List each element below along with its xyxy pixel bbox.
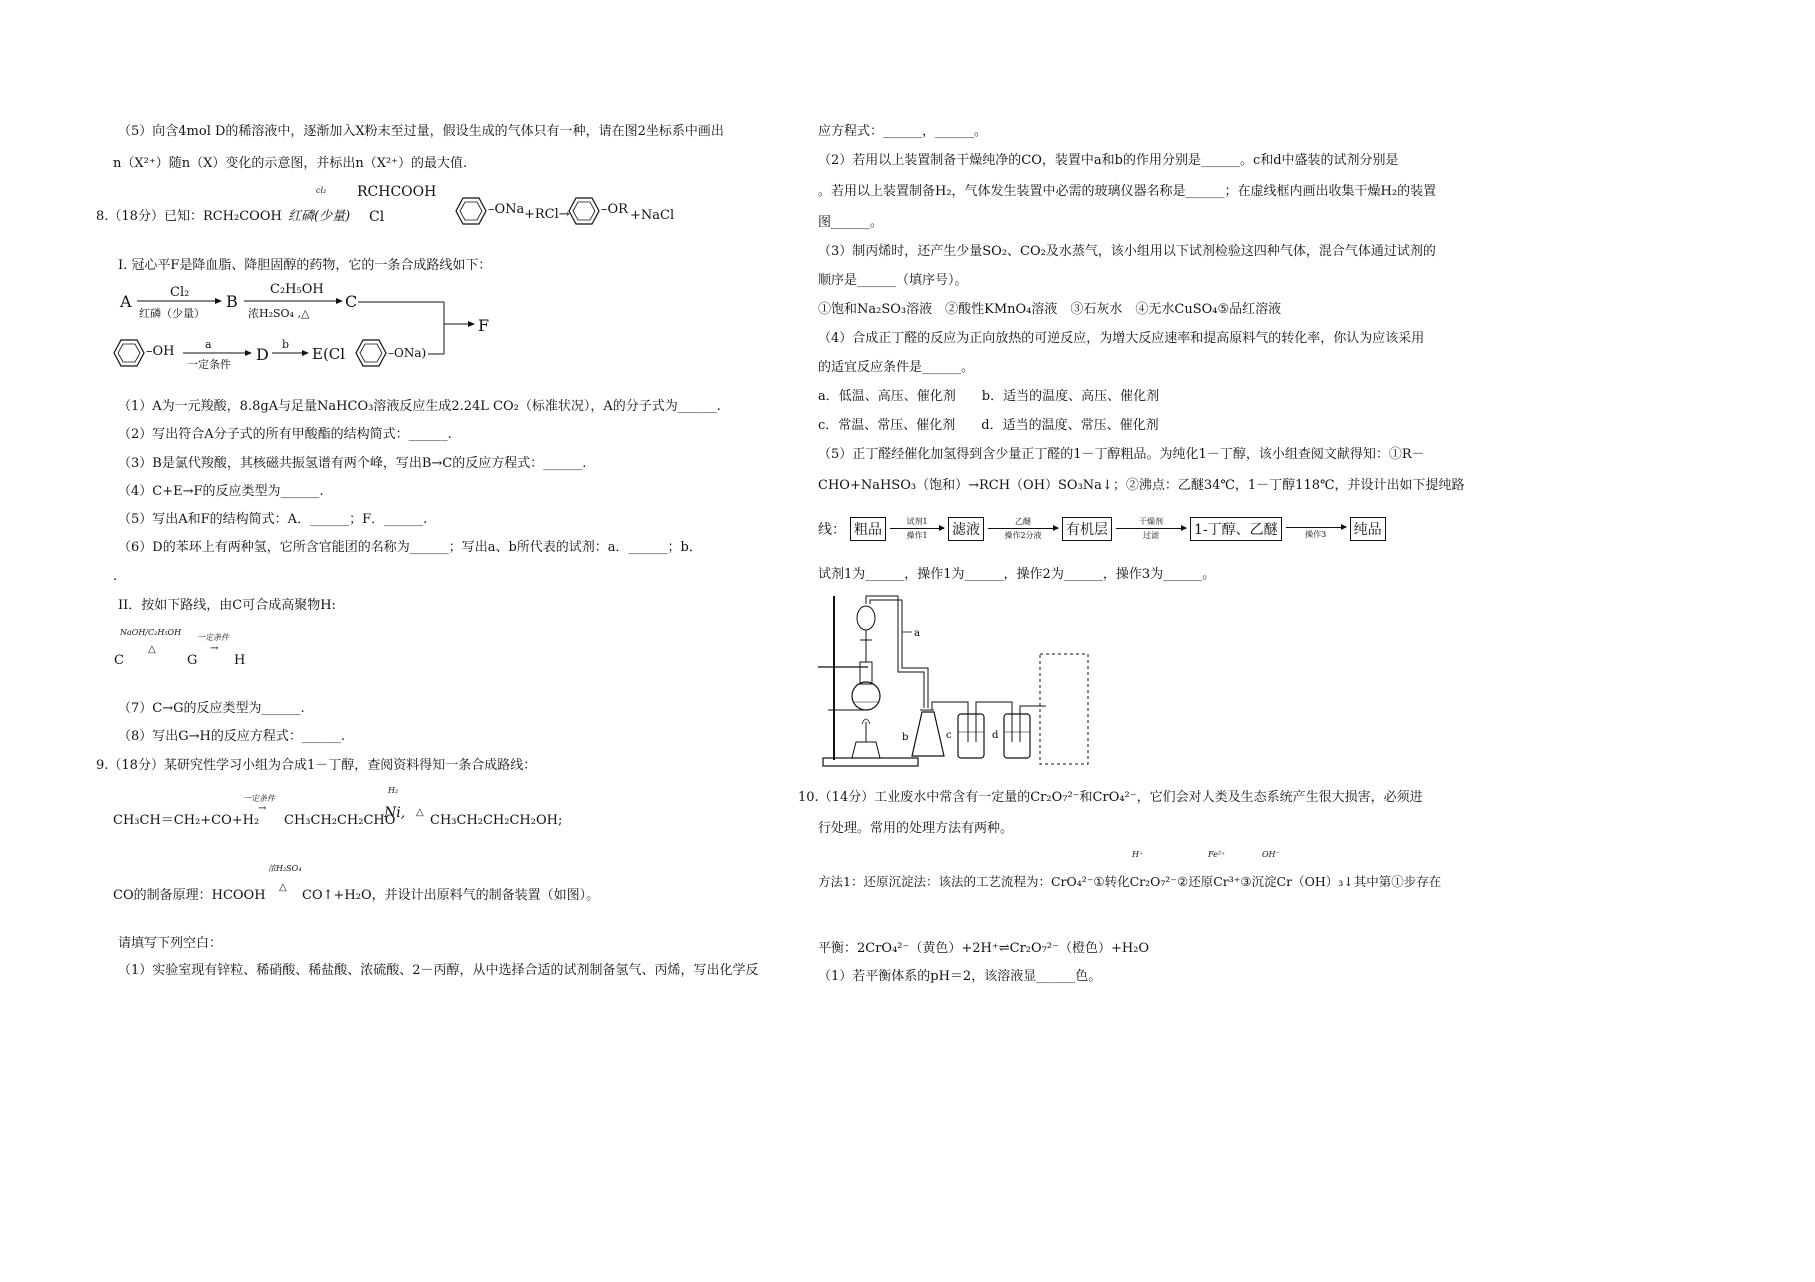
route-arrow-4 (272, 350, 310, 358)
r-option-ab: a．低温、高压、催化剂 b．适当的温度、高压、催化剂 (818, 389, 1160, 404)
q10-line2: 行处理。常用的处理方法有两种。 (818, 821, 1014, 836)
benzene-ring-2 (568, 197, 600, 225)
q8-plus-nacl: +NaCl (630, 208, 675, 223)
apparatus-label-b: b (902, 732, 909, 743)
r-line-13: CHO+NaHSO₃（饱和）→RCH（OH）SO₃Na↓；②沸点：乙醚34℃，1－丁醇118℃，并设计出如下提纯路 (818, 478, 1465, 493)
q10-line1: 10.（14分）工业废水中常含有一定量的Cr₂O₇²⁻和CrO₄²⁻，它们会对人类及生态系统产生很大损害，必须进 (798, 790, 1423, 805)
route-arrow-1 (137, 298, 222, 306)
r2-H: H (234, 653, 246, 668)
route-arrow-2 (244, 298, 344, 306)
benzene-ring-4 (355, 339, 387, 367)
r-line-14: 试剂1为______，操作1为______，操作2为______，操作3为______。 (818, 567, 1216, 582)
q8-7: （7）C→G的反应类型为______. (118, 701, 305, 716)
r-line-7: ①饱和Na₂SO₃溶液 ②酸性KMnO₄溶液 ③石灰水 ④无水CuSO₄⑤品红溶液 (818, 302, 1282, 317)
q8-product-top: RCHCOOH (357, 184, 437, 200)
flow-box-crude: 粗品 (850, 517, 886, 541)
q9-co-cond: 浓H₂SO₄ (268, 864, 302, 873)
route-D: D (256, 345, 269, 364)
q8-2: （2）写出符合A分子式的所有甲酸酯的结构简式：______. (118, 427, 452, 442)
r-line-9: 的适宜反应条件是______。 (818, 360, 975, 375)
m1-h: H⁺ (1132, 850, 1144, 859)
r-line-4: 图______。 (818, 215, 884, 230)
q9-co-delta: △ (279, 882, 287, 893)
q8-cond-top: cl₂ (316, 186, 327, 195)
q7-5-line2: n（X²⁺）随n（X）变化的示意图，并标出n（X²⁺）的最大值. (113, 156, 468, 171)
q8-4: （4）C+E→F的反应类型为______. (118, 484, 324, 499)
r2-arrow: → (210, 643, 219, 654)
route-A: A (120, 292, 132, 311)
route-C: C (345, 292, 358, 311)
q10-1: （1）若平衡体系的pH＝2，该溶液显______色。 (818, 969, 1102, 984)
r-line-1: 应方程式：______，______。 (818, 124, 988, 139)
q8-6-cont: . (113, 569, 118, 584)
q8-part-I: I. 冠心平F是降血脂、降胆固醇的药物，它的一条合成路线如下： (118, 258, 492, 273)
r-line-2: （2）若用以上装置制备干燥纯净的CO，装置中a和b的作用分别是______。c和d中盛装的试剂分别是 (818, 153, 1399, 168)
r-line-3: 。若用以上装置制备H₂，气体发生装置中必需的玻璃仪器名称是______；在虚线框内画出收集干燥H₂的装置 (818, 184, 1437, 199)
q9-head: 9.（18分）某研究性学习小组为合成1－丁醇，查阅资料得知一条合成路线： (96, 758, 537, 773)
method-1: 方法1：还原沉淀法：该法的工艺流程为：CrO₄²⁻①转化Cr₂O₇²⁻②还原Cr³⁺③沉淀Cr（OH）₃↓其中第①步存在 (818, 874, 1442, 889)
route-ONa: –ONa) (388, 346, 427, 360)
route-b: b (282, 338, 290, 351)
r-line-8: （4）合成正丁醛的反应为正向放热的可逆反应，为增大反应速率和提高原料气的转化率，你认为应该采用 (818, 331, 1425, 346)
apparatus-label-c: c (946, 730, 952, 741)
q9-fill: 请填写下列空白： (118, 936, 223, 951)
m1-oh: OH⁻ (1262, 850, 1280, 859)
q8-1: （1）A为一元羧酸，8.8gA与足量NaHCO₃溶液反应生成2.24L CO₂（标准状况），A的分子式为______. (118, 399, 721, 414)
flow-box-pure: 纯品 (1350, 517, 1386, 541)
route-B: B (226, 292, 238, 311)
benzene-ring-1 (455, 197, 487, 225)
q9-delta: △ (416, 807, 424, 818)
flow-box-butanol-ether: 1-丁醇、乙醚 (1190, 517, 1282, 541)
apparatus-label-d: d (992, 730, 999, 741)
q9-lhs: CH₃CH＝CH₂+CO+H₂ (113, 813, 260, 828)
q8-6: （6）D的苯环上有两种氢，它所含官能团的名称为______；写出a、b所代表的试剂：a．______；b． (118, 540, 702, 555)
route-cl2: Cl₂ (170, 285, 190, 300)
r-line-5: （3）制丙烯时，还产生少量SO₂、CO₂及水蒸气，该小组用以下试剂检验这四种气体，混合气体通过试剂的 (818, 244, 1436, 259)
r-option-cd: c．常温、常压、催化剂 d．适当的温度、常压、催化剂 (818, 418, 1159, 433)
apparatus-label-a: a (914, 628, 920, 639)
r2-cond1: NaOH/C₂H₅OH (120, 628, 182, 637)
q8-plus-rcl: +RCl→ (524, 207, 570, 222)
q9-mid: CH₃CH₂CH₂CHO (284, 813, 396, 828)
q8-product-bottom: Cl (369, 209, 385, 225)
route-a: a (205, 338, 212, 351)
route-arrow-3 (183, 350, 253, 358)
r-line-12: （5）正丁醛经催化加氢得到含少量正丁醛的1－丁醇粗品。为纯化1－丁醇，该小组查阅文献得知：①R－ (818, 447, 1425, 462)
flow-box-organic: 有机层 (1062, 517, 1112, 541)
flow-arrow-1: 试剂1 操作1 (890, 516, 944, 541)
q9-ni: Ni, (384, 805, 406, 821)
benzene-ring-3 (113, 339, 145, 367)
q9-1: （1）实验室现有锌粒、稀硝酸、稀盐酸、浓硫酸、2－丙醇，从中选择合适的试剂制备氢气、丙烯，写出化学反 (118, 963, 759, 978)
r-line-6: 顺序是______（填序号）。 (818, 273, 968, 288)
route-OH: –OH (146, 344, 175, 359)
q9-rhs: CH₃CH₂CH₂CH₂OH; (430, 813, 563, 828)
method-1-equilibrium: 平衡：2CrO₄²⁻（黄色）+2H⁺⇌Cr₂O₇²⁻（橙色）+H₂O (818, 941, 1150, 956)
q9-arrow: → (258, 803, 267, 814)
flow-arrow-2: 乙醚 操作2分液 (988, 516, 1058, 541)
q8-phenoxide: –ONa (488, 202, 525, 217)
q9-cond1: 一定条件 (243, 794, 275, 803)
r2-cond2: 一定条件 (197, 633, 229, 642)
q9-h2: H₂ (388, 786, 399, 795)
q8-ether: –OR (601, 202, 628, 217)
r2-G: G (187, 653, 198, 668)
q9-co-b: CO↑+H₂O，并设计出原料气的制备装置（如图）。 (302, 888, 600, 903)
q8-3: （3）B是氯代羧酸，其核磁共振氢谱有两个峰，写出B→C的反应方程式：______. (118, 456, 587, 471)
q8-cond-bottom: 红磷(少量) (288, 209, 351, 224)
r2-delta: △ (148, 644, 156, 655)
route-E: E(Cl (312, 345, 346, 363)
flow-arrow-3: 干燥剂 过滤 (1116, 516, 1186, 541)
flow-prefix: 线： (818, 521, 846, 538)
route-h2so4: 浓H₂SO₄ ,△ (248, 307, 310, 320)
q8-5: （5）写出A和F的结构简式：A．______；F．______. (118, 512, 428, 527)
q8-head: 8.（18分）已知：RCH₂COOH (96, 209, 282, 224)
route-etoh: C₂H₅OH (270, 282, 324, 297)
apparatus-diagram (818, 592, 1098, 772)
m1-fe: Fe²⁺ (1208, 850, 1226, 859)
q9-co-a: CO的制备原理：HCOOH (113, 888, 266, 903)
route-redP: 红磷（少量） (139, 307, 205, 320)
r2-C: C (114, 653, 124, 668)
flow-arrow-4: 操作3 (1286, 517, 1346, 540)
flow-box-filtrate: 滤液 (948, 517, 984, 541)
purification-flow (818, 516, 1386, 541)
q8-part-II: II．按如下路线，由C可合成高聚物H: (118, 598, 336, 613)
q8-8: （8）写出G→H的反应方程式：______. (118, 729, 346, 744)
q7-5-line1: （5）向含4mol D的稀溶液中，逐渐加入X粉末至过量，假设生成的气体只有一种，请在图2坐标系中画出 (118, 124, 724, 139)
route-F: F (478, 316, 490, 335)
route-cond: 一定条件 (187, 358, 231, 371)
